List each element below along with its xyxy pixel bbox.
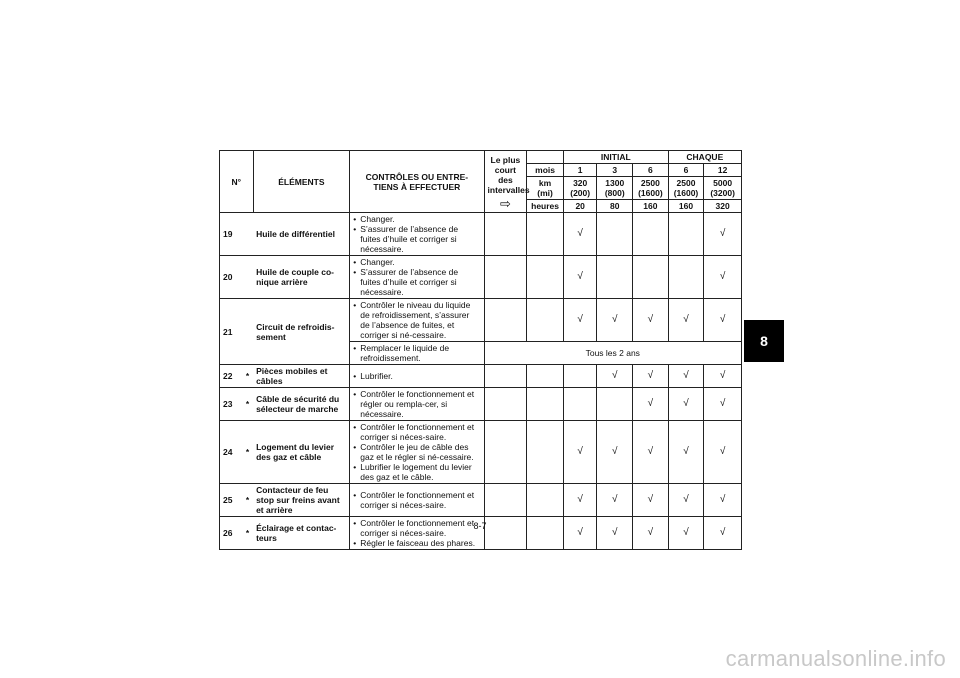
maintenance-table <box>219 150 742 550</box>
check-mark: √ <box>633 388 669 421</box>
row-item: Câble de sécurité du sélecteur de marche <box>253 388 350 421</box>
watermark: carmanualsonline.info <box>725 646 946 671</box>
row-item: Logement du levier des gaz et câble <box>253 421 350 484</box>
check-mark: √ <box>668 517 704 550</box>
row-actions <box>350 256 484 299</box>
row-actions <box>350 299 484 342</box>
check-mark: √ <box>633 365 669 388</box>
header-unit-value: 12 <box>704 164 742 177</box>
action-list <box>353 422 480 482</box>
interval-spacer <box>484 484 527 517</box>
header-unit-value: 1 <box>563 164 597 177</box>
action-item: • Lubrifier. <box>353 371 480 381</box>
header-unit-value: 160 <box>668 200 704 213</box>
row-star <box>242 299 253 365</box>
row-number: 26 <box>220 517 242 550</box>
header-interval-text: Le plus court des intervalles <box>487 154 530 195</box>
check-mark: √ <box>563 517 597 550</box>
header-unit-value: 3 <box>597 164 633 177</box>
header-unit-value: 80 <box>597 200 633 213</box>
action-item: • Contrôler le fonctionnement et régler ou rempla-cer, si nécessaire. <box>353 389 480 419</box>
check-mark: √ <box>597 299 633 342</box>
row-star <box>242 213 253 256</box>
row-number: 24 <box>220 421 242 484</box>
row-star <box>242 256 253 299</box>
header-unit-value: 6 <box>633 164 669 177</box>
header-unit-value: 6 <box>668 164 704 177</box>
check-mark <box>597 256 633 299</box>
action-list <box>353 389 480 419</box>
action-item: • Contrôler le fonctionnement et corriger si néces-saire. <box>353 422 480 442</box>
action-item: • Contrôler le fonctionnement et corriger si néces-saire. <box>353 490 480 510</box>
header-unit-value: 5000 (3200) <box>704 177 742 200</box>
interval-spacer <box>484 256 527 299</box>
interval-spacer <box>484 421 527 484</box>
header-checks: CONTRÔLES OU ENTRE-TIENS À EFFECTUER <box>350 151 484 213</box>
row-item: Éclairage et contac-teurs <box>253 517 350 550</box>
check-mark: √ <box>633 421 669 484</box>
table-row <box>220 256 742 299</box>
check-mark <box>563 388 597 421</box>
header-elements: ÉLÉMENTS <box>253 151 350 213</box>
row-number: 19 <box>220 213 242 256</box>
check-mark <box>597 388 633 421</box>
row-number: 22 <box>220 365 242 388</box>
check-mark: √ <box>704 484 742 517</box>
interval-span: Tous les 2 ans <box>484 342 741 365</box>
check-mark: √ <box>704 421 742 484</box>
header-initial: INITIAL <box>563 151 668 164</box>
action-list <box>353 300 480 340</box>
header-no: N° <box>220 151 254 213</box>
row-actions <box>350 365 484 388</box>
action-item: • Changer. <box>353 214 480 224</box>
header-interval <box>484 151 530 213</box>
action-item: • Contrôler le fonctionnement et corriger si néces-saire. <box>353 518 480 538</box>
check-mark: √ <box>668 365 704 388</box>
check-mark: √ <box>563 213 597 256</box>
check-mark: √ <box>563 484 597 517</box>
action-item: • S’assurer de l’absence de fuites d’huile et corriger si nécessaire. <box>353 224 480 254</box>
row-actions <box>350 213 484 256</box>
action-item: • Remplacer le liquide de refroidissement. <box>353 343 480 363</box>
check-mark: √ <box>668 484 704 517</box>
row-star: * <box>242 517 253 550</box>
row-star: * <box>242 365 253 388</box>
action-list <box>353 257 480 297</box>
interval-spacer <box>527 388 564 421</box>
page-number: 8-7 <box>473 521 487 531</box>
row-item: Huile de couple co-nique arrière <box>253 256 350 299</box>
table-row <box>220 365 742 388</box>
interval-spacer <box>527 484 564 517</box>
table-row <box>220 213 742 256</box>
interval-spacer <box>527 365 564 388</box>
row-actions <box>350 342 484 365</box>
check-mark: √ <box>597 484 633 517</box>
action-item: • S’assurer de l’absence de fuites d’huile et corriger si nécessaire. <box>353 267 480 297</box>
row-star: * <box>242 484 253 517</box>
action-list <box>353 214 480 254</box>
action-item: • Contrôler le niveau du liquide de refroidissement, s’assurer de l’absence de fuites, et corriger si né-cessaire. <box>353 300 480 340</box>
row-star: * <box>242 421 253 484</box>
interval-spacer <box>484 299 527 342</box>
check-mark: √ <box>563 256 597 299</box>
action-item: • Contrôler le jeu de câble des gaz et le régler si né-cessaire. <box>353 442 480 462</box>
table-row <box>220 421 742 484</box>
check-mark: √ <box>668 388 704 421</box>
table-header <box>220 151 742 213</box>
row-item: Pièces mobiles et câbles <box>253 365 350 388</box>
check-mark: √ <box>704 256 742 299</box>
row-actions <box>350 388 484 421</box>
interval-spacer <box>527 256 564 299</box>
row-star: * <box>242 388 253 421</box>
interval-spacer <box>484 213 527 256</box>
check-mark <box>668 256 704 299</box>
row-number: 21 <box>220 299 242 365</box>
interval-spacer <box>527 299 564 342</box>
row-number: 20 <box>220 256 242 299</box>
header-unit-value: 2500 (1600) <box>633 177 669 200</box>
table-row <box>220 484 742 517</box>
check-mark: √ <box>668 421 704 484</box>
header-unit-value: 20 <box>563 200 597 213</box>
header-unit-value: 1300 (800) <box>597 177 633 200</box>
action-list <box>353 371 480 381</box>
check-mark: √ <box>597 365 633 388</box>
header-every: CHAQUE <box>668 151 741 164</box>
interval-spacer <box>527 213 564 256</box>
check-mark: √ <box>668 299 704 342</box>
row-item: Contacteur de feu stop sur freins avant et arrière <box>253 484 350 517</box>
row-actions <box>350 484 484 517</box>
check-mark <box>668 213 704 256</box>
header-unit-value: 160 <box>633 200 669 213</box>
table-body <box>220 213 742 550</box>
row-number: 25 <box>220 484 242 517</box>
check-mark: √ <box>704 365 742 388</box>
action-item: • Lubrifier le logement du levier des gaz et le câble. <box>353 462 480 482</box>
check-mark <box>563 365 597 388</box>
header-unit-value: 320 (200) <box>563 177 597 200</box>
row-actions <box>350 421 484 484</box>
header-row <box>220 151 742 164</box>
interval-spacer <box>527 421 564 484</box>
check-mark: √ <box>633 517 669 550</box>
check-mark <box>633 256 669 299</box>
header-unit-label: mois <box>527 164 564 177</box>
table-row <box>220 299 742 342</box>
check-mark: √ <box>563 299 597 342</box>
check-mark: √ <box>704 213 742 256</box>
check-mark <box>597 213 633 256</box>
header-unit-spacer <box>527 151 564 164</box>
check-mark: √ <box>597 421 633 484</box>
action-list <box>353 343 480 363</box>
header-unit-label: km (mi) <box>527 177 564 200</box>
action-item: • Régler le faisceau des phares. <box>353 538 480 548</box>
row-number: 23 <box>220 388 242 421</box>
chapter-tab: 8 <box>744 320 784 362</box>
check-mark: √ <box>597 517 633 550</box>
arrow-right-icon: ⇨ <box>499 195 511 211</box>
row-item: Huile de différentiel <box>253 213 350 256</box>
check-mark: √ <box>704 299 742 342</box>
interval-spacer <box>484 365 527 388</box>
check-mark: √ <box>704 517 742 550</box>
table-row <box>220 388 742 421</box>
check-mark: √ <box>563 421 597 484</box>
check-mark: √ <box>704 388 742 421</box>
action-list <box>353 490 480 510</box>
interval-spacer <box>484 388 527 421</box>
check-mark: √ <box>633 299 669 342</box>
row-item: Circuit de refroidis-sement <box>253 299 350 365</box>
header-unit-value: 2500 (1600) <box>668 177 704 200</box>
check-mark: √ <box>633 484 669 517</box>
header-unit-value: 320 <box>704 200 742 213</box>
header-unit-label: heures <box>527 200 564 213</box>
check-mark <box>633 213 669 256</box>
action-item: • Changer. <box>353 257 480 267</box>
